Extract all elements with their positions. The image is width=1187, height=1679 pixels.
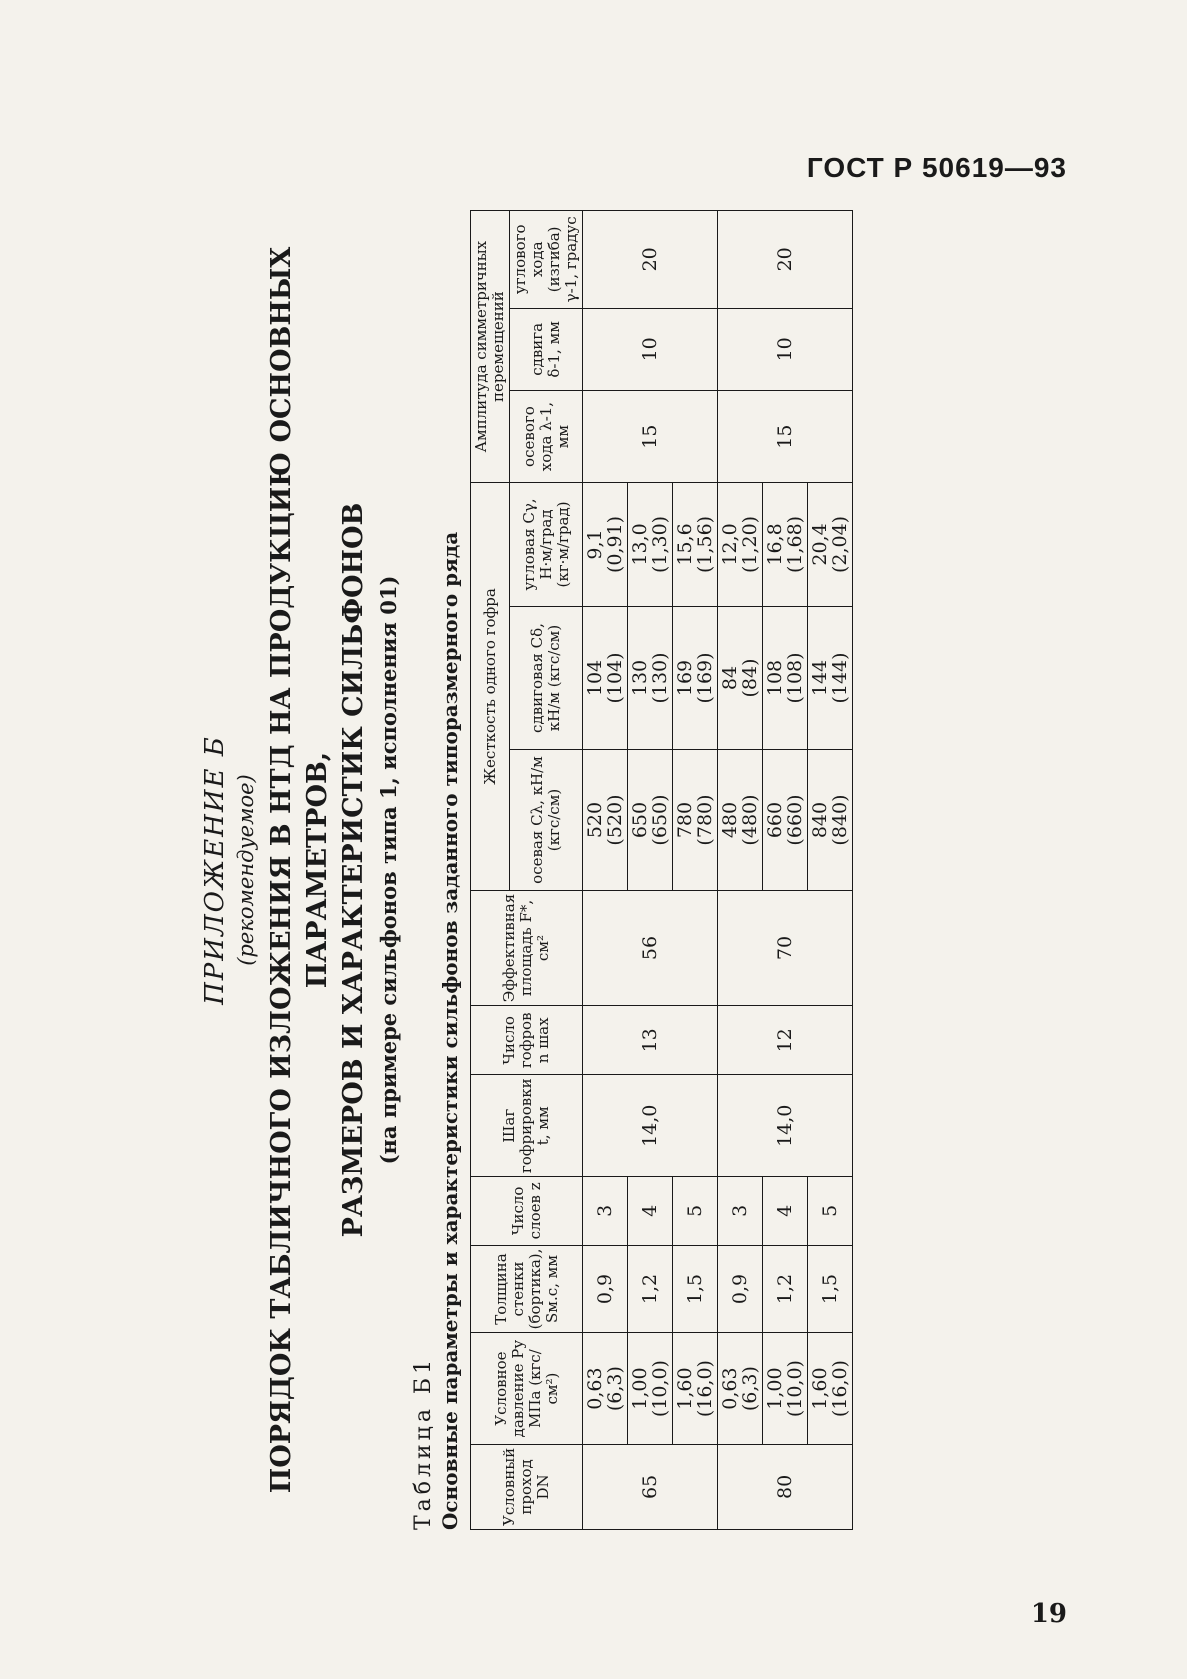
header-axial-stiffness: осевая Cλ, кН/м (кгс/см) xyxy=(510,750,583,891)
shear-stiffness-cell xyxy=(673,606,718,749)
angular-stiffness-cell-line: 9,1 xyxy=(584,529,606,560)
angular-stiffness-cell xyxy=(718,483,763,607)
header-pressure: Условное давление Pу МПа (кгс/см²) xyxy=(471,1333,583,1444)
axial-amplitude-cell: 15 xyxy=(718,391,853,483)
header-area: Эффективная площадь F*, см² xyxy=(471,890,583,1005)
pressure-cell-line: 1,00 xyxy=(764,1367,786,1410)
axial-stiffness-cell-line: 660 xyxy=(764,801,786,839)
header-dn: Условный проход DN xyxy=(471,1444,583,1529)
table-header-row-1 xyxy=(471,211,510,1530)
pressure-cell-line: 1,60 xyxy=(809,1367,831,1410)
angular-stiffness-cell-line: (1,20) xyxy=(739,515,761,574)
area-cell: 70 xyxy=(718,890,853,1005)
header-stiffness-group: Жесткость одного гофра xyxy=(471,483,510,891)
wall-cell: 1,2 xyxy=(628,1245,673,1333)
angular-stiffness-cell xyxy=(673,483,718,607)
pressure-cell-line: 1,60 xyxy=(674,1367,696,1410)
axial-stiffness-cell-line: (660) xyxy=(784,794,806,846)
axial-amplitude-cell: 15 xyxy=(583,391,718,483)
pressure-cell-line: (6,3) xyxy=(739,1366,761,1412)
shear-stiffness-cell xyxy=(628,606,673,749)
axial-stiffness-cell xyxy=(673,750,718,891)
axial-stiffness-cell-line: 840 xyxy=(809,801,831,839)
pressure-cell-line: 1,00 xyxy=(629,1367,651,1410)
appendix-titles xyxy=(200,210,401,1530)
corrugations-cell: 13 xyxy=(583,1006,718,1075)
shear-stiffness-cell-line: 104 xyxy=(584,659,606,697)
header-shear-amplitude: сдвига δ-1, мм xyxy=(510,308,583,390)
shear-stiffness-cell-line: (169) xyxy=(694,652,716,704)
layers-cell: 3 xyxy=(583,1177,628,1245)
table-number: Таблица Б1 xyxy=(411,1355,436,1530)
axial-stiffness-cell-line: (780) xyxy=(694,794,716,846)
axial-stiffness-cell xyxy=(583,750,628,891)
header-angular-stiffness: угловая Cγ, Н·м/град (кг·м/град) xyxy=(510,483,583,607)
shear-stiffness-cell-line: (84) xyxy=(739,658,761,698)
shear-stiffness-cell xyxy=(718,606,763,749)
axial-stiffness-cell-line: (840) xyxy=(829,794,851,846)
appendix-title-line2: РАЗМЕРОВ И ХАРАКТЕРИСТИК СИЛЬФОНОВ xyxy=(338,502,369,1238)
layers-cell: 4 xyxy=(628,1177,673,1245)
pitch-cell: 14,0 xyxy=(583,1075,718,1177)
wall-cell: 1,2 xyxy=(763,1245,808,1333)
header-angular-amplitude: углового хода (изгиба) γ-1, градус xyxy=(510,211,583,309)
wall-cell: 0,9 xyxy=(718,1245,763,1333)
layers-cell: 5 xyxy=(808,1177,853,1245)
page-number: 19 xyxy=(1030,1599,1067,1629)
angular-stiffness-cell-line: (1,56) xyxy=(694,515,716,574)
shear-stiffness-cell-line: (108) xyxy=(784,652,806,704)
angular-stiffness-cell xyxy=(808,483,853,607)
area-cell: 56 xyxy=(583,890,718,1005)
pressure-cell xyxy=(808,1333,853,1444)
angular-stiffness-cell-line: (2,04) xyxy=(829,515,851,574)
appendix-label: ПРИЛОЖЕНИЕ Б xyxy=(200,735,230,1005)
pressure-cell-line: 0,63 xyxy=(584,1367,606,1410)
axial-stiffness-cell xyxy=(628,750,673,891)
header-axial-amplitude: осевого хода λ-1, мм xyxy=(510,391,583,483)
shear-stiffness-cell-line: (130) xyxy=(649,652,671,704)
shear-amplitude-cell: 10 xyxy=(583,308,718,390)
layers-cell: 3 xyxy=(718,1177,763,1245)
shear-stiffness-cell xyxy=(583,606,628,749)
layers-cell: 5 xyxy=(673,1177,718,1245)
angular-stiffness-cell xyxy=(763,483,808,607)
angular-stiffness-cell xyxy=(628,483,673,607)
pressure-cell xyxy=(718,1333,763,1444)
angular-stiffness-cell xyxy=(583,483,628,607)
angular-stiffness-cell-line: (0,91) xyxy=(604,515,626,574)
shear-stiffness-cell-line: 108 xyxy=(764,659,786,697)
angular-stiffness-cell-line: 20,4 xyxy=(809,523,831,566)
axial-stiffness-cell xyxy=(808,750,853,891)
angular-stiffness-cell-line: 15,6 xyxy=(674,523,696,566)
corrugations-cell: 12 xyxy=(718,1006,853,1075)
pressure-cell xyxy=(583,1333,628,1444)
header-amplitude-group: Амплитуда симметричных перемещений xyxy=(471,211,510,483)
wall-cell: 1,5 xyxy=(673,1245,718,1333)
wall-cell: 1,5 xyxy=(808,1245,853,1333)
angular-stiffness-cell-line: 13,0 xyxy=(629,523,651,566)
pressure-cell-line: (16,0) xyxy=(829,1360,851,1418)
pressure-cell-line: (10,0) xyxy=(784,1360,806,1418)
axial-stiffness-cell-line: (520) xyxy=(604,794,626,846)
appendix-subtitle: (на примере сильфонов типа 1, исполнения 01) xyxy=(376,575,401,1165)
shear-stiffness-cell xyxy=(808,606,853,749)
axial-stiffness-cell-line: (650) xyxy=(649,794,671,846)
pressure-cell xyxy=(673,1333,718,1444)
axial-stiffness-cell xyxy=(763,750,808,891)
dn-cell: 80 xyxy=(718,1444,853,1529)
axial-stiffness-cell-line: 780 xyxy=(674,801,696,839)
axial-stiffness-cell xyxy=(718,750,763,891)
pressure-cell xyxy=(763,1333,808,1444)
shear-stiffness-cell-line: 84 xyxy=(719,665,741,691)
header-shear-stiffness: сдвиговая Cδ, кН/м (кгс/см) xyxy=(510,606,583,749)
table-body xyxy=(583,211,853,1530)
dn-cell: 65 xyxy=(583,1444,718,1529)
appendix-status: (рекомендуемое) xyxy=(234,774,258,966)
table-title: Основные параметры и характеристики сильфонов заданного типоразмерного ряда xyxy=(438,531,462,1530)
parameters-table xyxy=(470,210,853,1530)
shear-amplitude-cell: 10 xyxy=(718,308,853,390)
pressure-cell-line: (6,3) xyxy=(604,1366,626,1412)
axial-stiffness-cell-line: 650 xyxy=(629,801,651,839)
table-row xyxy=(583,211,628,1530)
pressure-cell-line: 0,63 xyxy=(719,1367,741,1410)
rotated-content xyxy=(200,210,1080,1530)
shear-stiffness-cell-line: 130 xyxy=(629,659,651,697)
appendix-title xyxy=(264,210,372,1530)
standard-header: ГОСТ Р 50619—93 xyxy=(806,152,1067,183)
wall-cell: 0,9 xyxy=(583,1245,628,1333)
shear-stiffness-cell xyxy=(763,606,808,749)
axial-stiffness-cell-line: (480) xyxy=(739,794,761,846)
appendix-title-line1: ПОРЯДОК ТАБЛИЧНОГО ИЗЛОЖЕНИЯ В НТД НА ПРОДУКЦИЮ ОСНОВНЫХ ПАРАМЕТРОВ, xyxy=(266,246,333,1494)
shear-stiffness-cell-line: (144) xyxy=(829,652,851,704)
layers-cell: 4 xyxy=(763,1177,808,1245)
axial-stiffness-cell-line: 520 xyxy=(584,801,606,839)
shear-stiffness-cell-line: 144 xyxy=(809,659,831,697)
header-wall: Толщина стенки (бортика), Sм.с, мм xyxy=(471,1245,583,1333)
angular-stiffness-cell-line: 16,8 xyxy=(764,523,786,566)
angular-amplitude-cell: 20 xyxy=(718,211,853,309)
pressure-cell-line: (16,0) xyxy=(694,1360,716,1418)
angular-stiffness-cell-line: (1,68) xyxy=(784,515,806,574)
table-row xyxy=(718,211,763,1530)
angular-amplitude-cell: 20 xyxy=(583,211,718,309)
shear-stiffness-cell-line: (104) xyxy=(604,652,626,704)
pressure-cell-line: (10,0) xyxy=(649,1360,671,1418)
angular-stiffness-cell-line: 12,0 xyxy=(719,523,741,566)
header-layers: Число слоев z xyxy=(471,1177,583,1245)
header-corrugations: Число гофров n шах xyxy=(471,1006,583,1075)
axial-stiffness-cell-line: 480 xyxy=(719,801,741,839)
angular-stiffness-cell-line: (1,30) xyxy=(649,515,671,574)
header-pitch: Шаг гофрировки t, мм xyxy=(471,1075,583,1177)
pressure-cell xyxy=(628,1333,673,1444)
shear-stiffness-cell-line: 169 xyxy=(674,659,696,697)
pitch-cell: 14,0 xyxy=(718,1075,853,1177)
